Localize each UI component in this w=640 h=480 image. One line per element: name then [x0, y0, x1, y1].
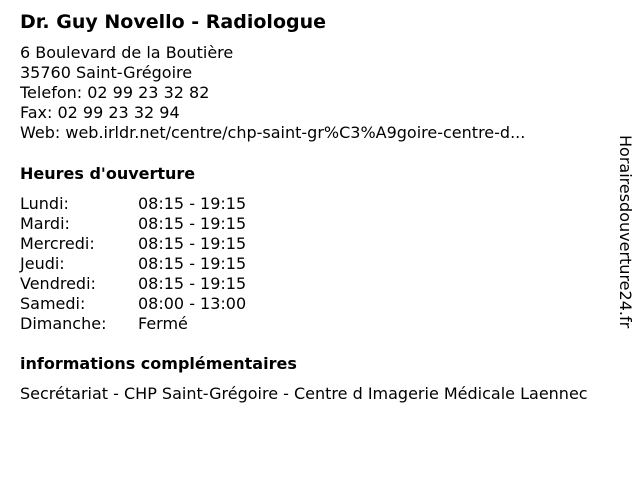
info-heading: informations complémentaires: [20, 354, 297, 373]
opening-hours-table: [20, 194, 246, 334]
info-text: Secrétariat - CHP Saint-Grégoire - Centre d Imagerie Médicale Laennec: [20, 384, 588, 403]
day-label: Vendredi:: [20, 274, 96, 293]
day-label: Dimanche:: [20, 314, 107, 333]
hours-row-thursday: [20, 254, 246, 274]
phone-number: Telefon: 02 99 23 32 82: [20, 83, 210, 102]
watermark-text: Horairesdouverture24.fr: [616, 135, 635, 329]
hours-row-tuesday: [20, 214, 246, 234]
day-time: 08:15 - 19:15: [138, 214, 247, 233]
city-postal: 35760 Saint-Grégoire: [20, 63, 193, 82]
day-time: 08:15 - 19:15: [138, 234, 247, 253]
day-time: 08:15 - 19:15: [138, 274, 247, 293]
hours-row-friday: [20, 274, 246, 294]
day-time: 08:15 - 19:15: [138, 194, 247, 213]
site-watermark: [612, 135, 636, 350]
hours-row-saturday: [20, 294, 246, 314]
fax-number: Fax: 02 99 23 32 94: [20, 103, 180, 122]
day-label: Mardi:: [20, 214, 70, 233]
street-address: 6 Boulevard de la Boutière: [20, 43, 234, 62]
hours-row-monday: [20, 194, 246, 214]
day-label: Jeudi:: [20, 254, 65, 273]
hours-heading: Heures d'ouverture: [20, 164, 196, 183]
day-time: 08:00 - 13:00: [138, 294, 247, 313]
page-title: Dr. Guy Novello - Radiologue: [20, 11, 327, 33]
day-label: Mercredi:: [20, 234, 95, 253]
day-time: 08:15 - 19:15: [138, 254, 247, 273]
website-link[interactable]: Web: web.irldr.net/centre/chp-saint-gr%C3%A9goire-centre-d...: [20, 123, 526, 142]
hours-row-sunday: [20, 314, 246, 334]
day-label: Samedi:: [20, 294, 86, 313]
day-time: Fermé: [138, 314, 188, 333]
hours-row-wednesday: [20, 234, 246, 254]
day-label: Lundi:: [20, 194, 69, 213]
address-block: [20, 43, 595, 143]
